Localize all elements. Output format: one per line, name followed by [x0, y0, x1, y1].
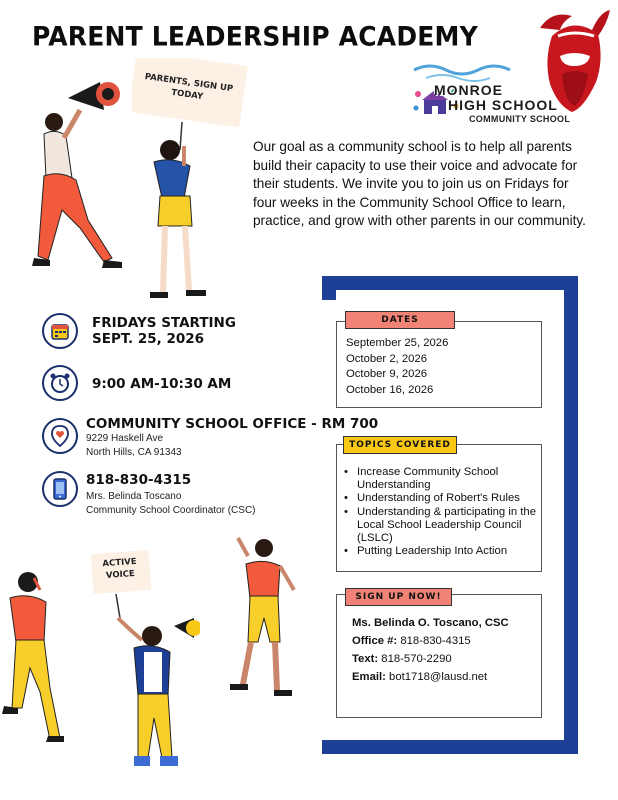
topics-list — [344, 466, 536, 558]
page-title: PARENT LEADERSHIP ACADEMY — [32, 21, 478, 52]
contact-role: Community School Coordinator (CSC) — [86, 505, 256, 516]
dates-list — [346, 336, 448, 398]
illustration-cheering-person — [218, 534, 308, 702]
signup-details — [352, 614, 509, 686]
location-title: COMMUNITY SCHOOL OFFICE - RM 700 — [86, 416, 379, 432]
session-time: 9:00 AM-10:30 AM — [92, 376, 232, 392]
location-pin-icon — [42, 418, 78, 454]
illustration-megaphone-person — [28, 70, 138, 275]
signup-email: Email: bot1718@lausd.net — [352, 671, 488, 683]
topic-item: • Understanding & participating in the Local School Leadership Council (LSLC) — [344, 506, 536, 546]
signup-label: SIGN UP NOW! — [345, 588, 452, 606]
blue-frame-corner-top — [322, 276, 336, 300]
date-item: October 9, 2026 — [346, 368, 428, 380]
topics-label: TOPICS COVERED — [343, 436, 457, 454]
address-line1: 9229 Haskell Ave — [86, 433, 164, 444]
start-date-line2: SEPT. 25, 2026 — [92, 331, 205, 347]
illustration-megaphone-sign-person — [90, 548, 200, 778]
logo-subtitle: COMMUNITY SCHOOL — [469, 114, 571, 124]
logo-school-name: MONROE — [434, 82, 503, 98]
topic-item: • Putting Leadership Into Action — [344, 545, 536, 558]
contact-phone: 818-830-4315 — [86, 472, 192, 488]
date-item: October 2, 2026 — [346, 352, 428, 365]
sign-parents-sign-up: PARENTS, SIGN UP TODAY — [141, 71, 235, 108]
address-line2: North Hills, CA 91343 — [86, 447, 182, 458]
signup-office: Office #: 818-830-4315 — [352, 635, 471, 647]
illustration-phone-person — [0, 568, 80, 746]
signup-contact-name: Ms. Belinda O. Toscano, CSC — [352, 617, 509, 629]
date-item: September 25, 2026 — [346, 337, 449, 349]
intro-paragraph: Our goal as a community school is to help all parents build their capacity to use their voice and advocate for their students. We invite you to join us on Fridays for four weeks in the Community School Office to learn, practice, and grow with other parents in our community. — [253, 139, 586, 229]
topic-item: • Understanding of Robert's Rules — [344, 492, 536, 505]
alarm-clock-icon — [42, 365, 78, 401]
blue-frame-corner-bottom — [322, 740, 336, 754]
calendar-icon — [42, 313, 78, 349]
logo-high-school: HIGH SCHOOL — [448, 97, 558, 113]
sign-active-voice: ACTIVE VOICE — [93, 555, 147, 583]
contact-name: Mrs. Belinda Toscano — [86, 491, 182, 502]
topic-item: • Increase Community School Understanding — [344, 466, 536, 492]
dates-label: DATES — [345, 311, 455, 329]
date-item: October 16, 2026 — [346, 383, 434, 396]
start-date-line1: FRIDAYS STARTING — [92, 315, 236, 331]
phone-icon — [42, 471, 78, 507]
signup-text: Text: 818-570-2290 — [352, 653, 452, 665]
